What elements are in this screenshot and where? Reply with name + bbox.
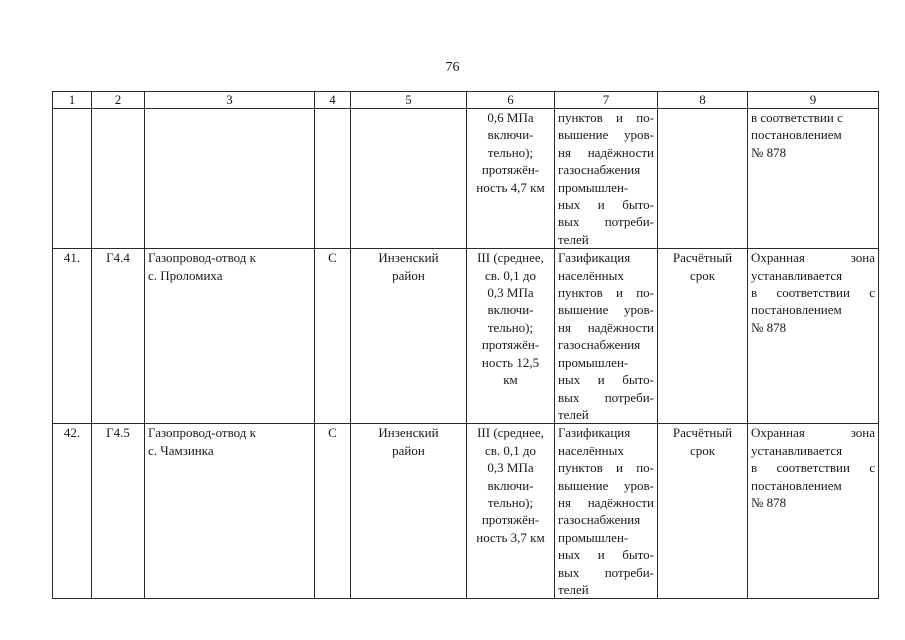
col-header-3: 3 [145, 92, 315, 109]
cell-line: ня надёжности [558, 144, 654, 160]
cell-line: св. 0,1 до [484, 442, 537, 458]
cell-status: С [315, 249, 351, 424]
cell-line: постановлением [751, 477, 842, 493]
col-header-5: 5 [351, 92, 467, 109]
cell-line: № 878 [751, 319, 787, 335]
cell-notes [748, 424, 879, 599]
cell-line: с. Проломиха [148, 267, 223, 283]
cell-line: включи- [487, 302, 534, 318]
cell-line: ность 3,7 км [476, 529, 545, 545]
cell-line: устанавливается [751, 267, 843, 283]
cell-line: ность 12,5 [481, 354, 540, 370]
cell-number [53, 109, 92, 249]
cell-line: тельно); [487, 494, 534, 510]
header-row [53, 92, 879, 109]
cell-line: в соответствии с [751, 110, 843, 125]
cell-line: телей [558, 231, 589, 247]
cell-notes [748, 249, 879, 424]
cell-line: населённых [558, 442, 624, 458]
cell-line: Газификация [558, 425, 631, 441]
cell-term [658, 424, 748, 599]
cell-line: Инзенский [378, 425, 439, 441]
cell-notes [748, 109, 879, 249]
cell-line: ных и быто- [558, 372, 654, 388]
cell-line: Газопровод-отвод к [148, 250, 256, 266]
cell-params [467, 424, 555, 599]
cell-line: пунктов и по- [558, 110, 654, 125]
cell-line: ня надёжности [558, 494, 654, 510]
cell-line: вых потреби- [558, 564, 654, 580]
cell-name [145, 109, 315, 249]
cell-line: III (среднее, [477, 425, 544, 441]
cell-name [145, 424, 315, 599]
cell-line: Газификация [558, 250, 631, 266]
cell-purpose [555, 109, 658, 249]
cell-line: промышлен- [558, 354, 629, 370]
cell-location [351, 249, 467, 424]
cell-line: вышение уров- [558, 127, 654, 143]
cell-params [467, 109, 555, 249]
cell-status [315, 109, 351, 249]
cell-line: вых потреби- [558, 389, 654, 405]
cell-line: ность 4,7 км [476, 179, 545, 195]
cell-line: телей [558, 406, 589, 422]
cell-line: с. Чамзинка [148, 442, 214, 458]
cell-line: ных и быто- [558, 197, 654, 213]
cell-params [467, 249, 555, 424]
cell-line: протяжён- [481, 512, 540, 528]
cell-purpose [555, 249, 658, 424]
col-header-8: 8 [658, 92, 748, 109]
table-row [53, 424, 879, 599]
cell-line: промышлен- [558, 179, 629, 195]
cell-line: постановлением [751, 127, 842, 143]
cell-number: 42. [53, 424, 92, 599]
table-row [53, 109, 879, 249]
cell-line: Охранная зона [751, 425, 875, 441]
cell-line: ных и быто- [558, 547, 654, 563]
cell-line: район [392, 442, 425, 458]
cell-line: Охранная зона [751, 250, 875, 266]
cell-line: телей [558, 581, 589, 597]
col-header-6: 6 [467, 92, 555, 109]
cell-code [92, 109, 145, 249]
cell-code: Г4.4 [92, 249, 145, 424]
gas-pipeline-table [52, 91, 879, 599]
cell-line: устанавливается [751, 442, 843, 458]
cell-line: III (среднее, [477, 250, 544, 266]
cell-line: пунктов и по- [558, 460, 654, 476]
cell-line: км [503, 372, 518, 388]
cell-line: срок [689, 442, 716, 458]
cell-line: вышение уров- [558, 477, 654, 493]
col-header-2: 2 [92, 92, 145, 109]
cell-line: газоснабжения [558, 162, 641, 178]
cell-line: 0,3 МПа [487, 460, 534, 476]
cell-line: тельно); [487, 319, 534, 335]
cell-line: в соответствии с [751, 460, 875, 476]
cell-line: в соответствии с [751, 285, 875, 301]
cell-line: Расчётный [672, 425, 733, 441]
cell-line: промышлен- [558, 529, 629, 545]
cell-line: район [392, 267, 425, 283]
cell-location [351, 424, 467, 599]
page-number: 76 [445, 60, 460, 75]
col-header-9: 9 [748, 92, 879, 109]
cell-term [658, 249, 748, 424]
cell-line: протяжён- [481, 162, 540, 178]
cell-name [145, 249, 315, 424]
cell-line: населённых [558, 267, 624, 283]
cell-line: Инзенский [378, 250, 439, 266]
cell-purpose [555, 424, 658, 599]
cell-line: вышение уров- [558, 302, 654, 318]
cell-line: пунктов и по- [558, 285, 654, 301]
cell-line: 0,3 МПа [487, 285, 534, 301]
cell-line: протяжён- [481, 337, 540, 353]
cell-status: С [315, 424, 351, 599]
col-header-7: 7 [555, 92, 658, 109]
cell-location [351, 109, 467, 249]
cell-line: постановлением [751, 302, 842, 318]
cell-term [658, 109, 748, 249]
table-row [53, 249, 879, 424]
cell-line: Расчётный [672, 250, 733, 266]
cell-code: Г4.5 [92, 424, 145, 599]
cell-line: 0,6 МПа [487, 110, 534, 125]
cell-line: ня надёжности [558, 319, 654, 335]
cell-line: газоснабжения [558, 337, 641, 353]
cell-line: газоснабжения [558, 512, 641, 528]
cell-line: срок [689, 267, 716, 283]
col-header-4: 4 [315, 92, 351, 109]
cell-line: включи- [487, 477, 534, 493]
cell-line: № 878 [751, 144, 787, 160]
cell-line: св. 0,1 до [484, 267, 537, 283]
cell-line: включи- [487, 127, 534, 143]
cell-line: Газопровод-отвод к [148, 425, 256, 441]
cell-line: № 878 [751, 494, 787, 510]
cell-line: тельно); [487, 144, 534, 160]
col-header-1: 1 [53, 92, 92, 109]
cell-number: 41. [53, 249, 92, 424]
cell-line: вых потреби- [558, 214, 654, 230]
